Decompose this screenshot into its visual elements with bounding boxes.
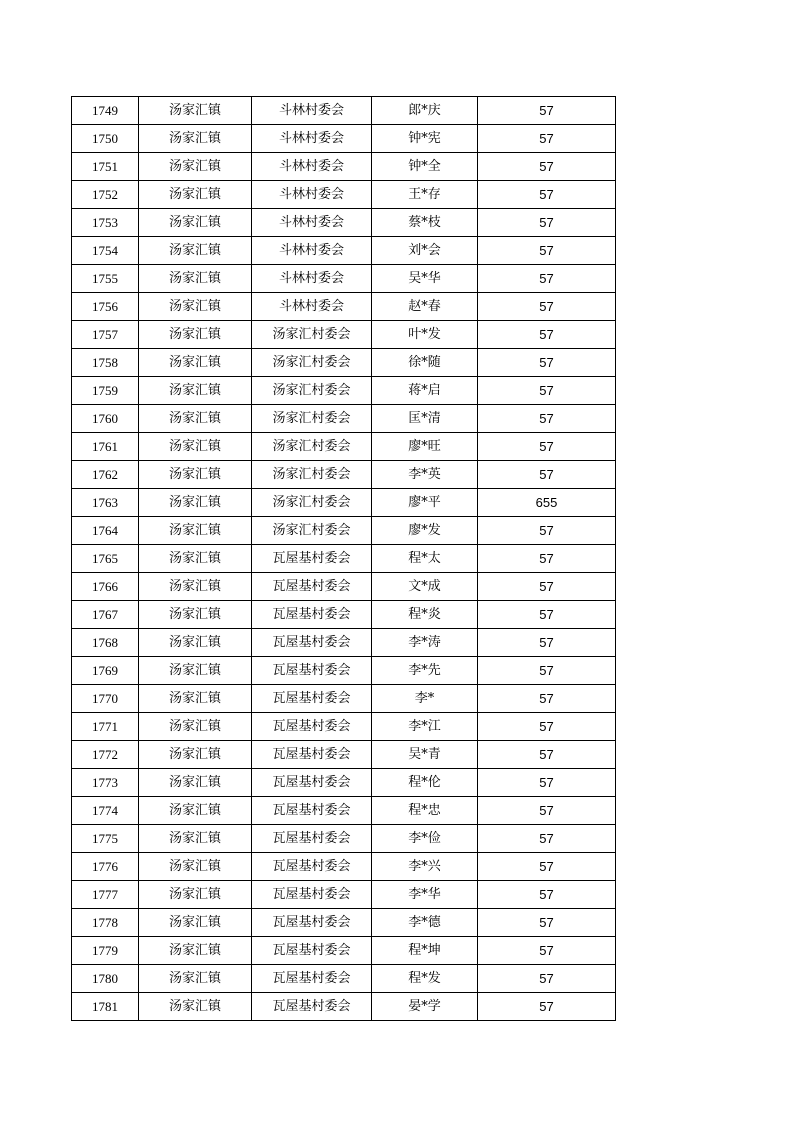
- amount-cell: 57: [478, 545, 616, 573]
- table-row: [72, 629, 616, 657]
- town-cell: 汤家汇镇: [139, 321, 252, 349]
- town-cell: 汤家汇镇: [139, 545, 252, 573]
- row-number-cell: 1757: [72, 321, 139, 349]
- village-cell: 瓦屋基村委会: [252, 657, 372, 685]
- amount-cell: 57: [478, 97, 616, 125]
- row-number-cell: 1776: [72, 853, 139, 881]
- town-cell: 汤家汇镇: [139, 825, 252, 853]
- town-cell: 汤家汇镇: [139, 293, 252, 321]
- table-row: [72, 461, 616, 489]
- data-table: [71, 96, 616, 1021]
- amount-cell: 57: [478, 657, 616, 685]
- village-cell: 瓦屋基村委会: [252, 685, 372, 713]
- amount-cell: 57: [478, 741, 616, 769]
- village-cell: 斗林村委会: [252, 97, 372, 125]
- amount-cell: 57: [478, 993, 616, 1021]
- amount-cell: 57: [478, 433, 616, 461]
- table-row: [72, 769, 616, 797]
- town-cell: 汤家汇镇: [139, 181, 252, 209]
- table-row: [72, 321, 616, 349]
- name-cell: 晏*学: [372, 993, 478, 1021]
- village-cell: 瓦屋基村委会: [252, 741, 372, 769]
- table-row: [72, 377, 616, 405]
- amount-cell: 57: [478, 573, 616, 601]
- village-cell: 瓦屋基村委会: [252, 769, 372, 797]
- name-cell: 钟*全: [372, 153, 478, 181]
- name-cell: 李*兴: [372, 853, 478, 881]
- table-row: [72, 657, 616, 685]
- town-cell: 汤家汇镇: [139, 881, 252, 909]
- row-number-cell: 1761: [72, 433, 139, 461]
- amount-cell: 57: [478, 237, 616, 265]
- row-number-cell: 1751: [72, 153, 139, 181]
- name-cell: 廖*发: [372, 517, 478, 545]
- name-cell: 匡*清: [372, 405, 478, 433]
- name-cell: 吴*青: [372, 741, 478, 769]
- amount-cell: 57: [478, 769, 616, 797]
- amount-cell: 57: [478, 293, 616, 321]
- village-cell: 斗林村委会: [252, 293, 372, 321]
- row-number-cell: 1750: [72, 125, 139, 153]
- town-cell: 汤家汇镇: [139, 657, 252, 685]
- table-row: [72, 237, 616, 265]
- village-cell: 斗林村委会: [252, 237, 372, 265]
- village-cell: 斗林村委会: [252, 125, 372, 153]
- town-cell: 汤家汇镇: [139, 153, 252, 181]
- name-cell: 程*太: [372, 545, 478, 573]
- row-number-cell: 1764: [72, 517, 139, 545]
- row-number-cell: 1770: [72, 685, 139, 713]
- name-cell: 程*坤: [372, 937, 478, 965]
- village-cell: 瓦屋基村委会: [252, 881, 372, 909]
- amount-cell: 57: [478, 125, 616, 153]
- name-cell: 程*炎: [372, 601, 478, 629]
- row-number-cell: 1760: [72, 405, 139, 433]
- row-number-cell: 1779: [72, 937, 139, 965]
- town-cell: 汤家汇镇: [139, 629, 252, 657]
- town-cell: 汤家汇镇: [139, 797, 252, 825]
- amount-cell: 57: [478, 881, 616, 909]
- table-row: [72, 965, 616, 993]
- name-cell: 李*华: [372, 881, 478, 909]
- village-cell: 瓦屋基村委会: [252, 797, 372, 825]
- town-cell: 汤家汇镇: [139, 265, 252, 293]
- village-cell: 汤家汇村委会: [252, 377, 372, 405]
- row-number-cell: 1765: [72, 545, 139, 573]
- amount-cell: 57: [478, 181, 616, 209]
- row-number-cell: 1774: [72, 797, 139, 825]
- table-row: [72, 937, 616, 965]
- row-number-cell: 1766: [72, 573, 139, 601]
- amount-cell: 57: [478, 685, 616, 713]
- row-number-cell: 1763: [72, 489, 139, 517]
- town-cell: 汤家汇镇: [139, 461, 252, 489]
- village-cell: 瓦屋基村委会: [252, 601, 372, 629]
- name-cell: 李*先: [372, 657, 478, 685]
- village-cell: 瓦屋基村委会: [252, 993, 372, 1021]
- village-cell: 汤家汇村委会: [252, 489, 372, 517]
- name-cell: 赵*春: [372, 293, 478, 321]
- town-cell: 汤家汇镇: [139, 685, 252, 713]
- name-cell: 郎*庆: [372, 97, 478, 125]
- table-row: [72, 545, 616, 573]
- town-cell: 汤家汇镇: [139, 713, 252, 741]
- table-row: [72, 909, 616, 937]
- village-cell: 斗林村委会: [252, 265, 372, 293]
- table-row: [72, 741, 616, 769]
- table-row: [72, 209, 616, 237]
- table-row: [72, 265, 616, 293]
- amount-cell: 57: [478, 405, 616, 433]
- name-cell: 程*发: [372, 965, 478, 993]
- amount-cell: 57: [478, 321, 616, 349]
- row-number-cell: 1773: [72, 769, 139, 797]
- table-row: [72, 797, 616, 825]
- name-cell: 廖*平: [372, 489, 478, 517]
- town-cell: 汤家汇镇: [139, 209, 252, 237]
- table-row: [72, 993, 616, 1021]
- row-number-cell: 1756: [72, 293, 139, 321]
- row-number-cell: 1753: [72, 209, 139, 237]
- amount-cell: 57: [478, 629, 616, 657]
- village-cell: 瓦屋基村委会: [252, 713, 372, 741]
- table-row: [72, 825, 616, 853]
- table-row: [72, 293, 616, 321]
- town-cell: 汤家汇镇: [139, 909, 252, 937]
- amount-cell: 57: [478, 265, 616, 293]
- village-cell: 汤家汇村委会: [252, 321, 372, 349]
- amount-cell: 57: [478, 517, 616, 545]
- name-cell: 程*伦: [372, 769, 478, 797]
- row-number-cell: 1780: [72, 965, 139, 993]
- village-cell: 瓦屋基村委会: [252, 573, 372, 601]
- table-row: [72, 601, 616, 629]
- village-cell: 瓦屋基村委会: [252, 909, 372, 937]
- table-row: [72, 517, 616, 545]
- village-cell: 瓦屋基村委会: [252, 965, 372, 993]
- name-cell: 李*江: [372, 713, 478, 741]
- town-cell: 汤家汇镇: [139, 573, 252, 601]
- village-cell: 斗林村委会: [252, 153, 372, 181]
- name-cell: 李*英: [372, 461, 478, 489]
- row-number-cell: 1778: [72, 909, 139, 937]
- town-cell: 汤家汇镇: [139, 517, 252, 545]
- name-cell: 李*德: [372, 909, 478, 937]
- row-number-cell: 1749: [72, 97, 139, 125]
- table-row: [72, 853, 616, 881]
- table-row: [72, 153, 616, 181]
- village-cell: 汤家汇村委会: [252, 433, 372, 461]
- village-cell: 瓦屋基村委会: [252, 545, 372, 573]
- town-cell: 汤家汇镇: [139, 937, 252, 965]
- village-cell: 瓦屋基村委会: [252, 825, 372, 853]
- row-number-cell: 1762: [72, 461, 139, 489]
- village-cell: 汤家汇村委会: [252, 517, 372, 545]
- name-cell: 徐*随: [372, 349, 478, 377]
- town-cell: 汤家汇镇: [139, 97, 252, 125]
- row-number-cell: 1769: [72, 657, 139, 685]
- name-cell: 蒋*启: [372, 377, 478, 405]
- town-cell: 汤家汇镇: [139, 965, 252, 993]
- town-cell: 汤家汇镇: [139, 349, 252, 377]
- table-row: [72, 349, 616, 377]
- village-cell: 瓦屋基村委会: [252, 629, 372, 657]
- town-cell: 汤家汇镇: [139, 433, 252, 461]
- village-cell: 汤家汇村委会: [252, 461, 372, 489]
- table-row: [72, 97, 616, 125]
- name-cell: 李*涛: [372, 629, 478, 657]
- town-cell: 汤家汇镇: [139, 125, 252, 153]
- table-row: [72, 489, 616, 517]
- amount-cell: 57: [478, 349, 616, 377]
- name-cell: 王*存: [372, 181, 478, 209]
- row-number-cell: 1768: [72, 629, 139, 657]
- village-cell: 斗林村委会: [252, 209, 372, 237]
- row-number-cell: 1759: [72, 377, 139, 405]
- town-cell: 汤家汇镇: [139, 601, 252, 629]
- name-cell: 刘*会: [372, 237, 478, 265]
- table-body: [72, 97, 616, 1021]
- row-number-cell: 1777: [72, 881, 139, 909]
- amount-cell: 57: [478, 153, 616, 181]
- town-cell: 汤家汇镇: [139, 993, 252, 1021]
- name-cell: 李*俭: [372, 825, 478, 853]
- name-cell: 程*忠: [372, 797, 478, 825]
- row-number-cell: 1758: [72, 349, 139, 377]
- table-row: [72, 881, 616, 909]
- amount-cell: 57: [478, 601, 616, 629]
- row-number-cell: 1752: [72, 181, 139, 209]
- amount-cell: 57: [478, 937, 616, 965]
- town-cell: 汤家汇镇: [139, 853, 252, 881]
- amount-cell: 57: [478, 209, 616, 237]
- table-row: [72, 713, 616, 741]
- table-row: [72, 685, 616, 713]
- amount-cell: 57: [478, 461, 616, 489]
- village-cell: 斗林村委会: [252, 181, 372, 209]
- name-cell: 李*: [372, 685, 478, 713]
- table-row: [72, 573, 616, 601]
- table-row: [72, 125, 616, 153]
- row-number-cell: 1755: [72, 265, 139, 293]
- village-cell: 汤家汇村委会: [252, 349, 372, 377]
- amount-cell: 57: [478, 797, 616, 825]
- row-number-cell: 1771: [72, 713, 139, 741]
- name-cell: 叶*发: [372, 321, 478, 349]
- amount-cell: 57: [478, 909, 616, 937]
- row-number-cell: 1781: [72, 993, 139, 1021]
- amount-cell: 57: [478, 853, 616, 881]
- village-cell: 瓦屋基村委会: [252, 853, 372, 881]
- village-cell: 瓦屋基村委会: [252, 937, 372, 965]
- amount-cell: 57: [478, 377, 616, 405]
- row-number-cell: 1775: [72, 825, 139, 853]
- name-cell: 钟*宪: [372, 125, 478, 153]
- name-cell: 蔡*枝: [372, 209, 478, 237]
- amount-cell: 57: [478, 965, 616, 993]
- village-cell: 汤家汇村委会: [252, 405, 372, 433]
- name-cell: 吴*华: [372, 265, 478, 293]
- row-number-cell: 1772: [72, 741, 139, 769]
- name-cell: 文*成: [372, 573, 478, 601]
- town-cell: 汤家汇镇: [139, 237, 252, 265]
- table-row: [72, 405, 616, 433]
- town-cell: 汤家汇镇: [139, 489, 252, 517]
- row-number-cell: 1767: [72, 601, 139, 629]
- table-row: [72, 433, 616, 461]
- town-cell: 汤家汇镇: [139, 769, 252, 797]
- name-cell: 廖*旺: [372, 433, 478, 461]
- town-cell: 汤家汇镇: [139, 741, 252, 769]
- amount-cell: 57: [478, 713, 616, 741]
- table-row: [72, 181, 616, 209]
- town-cell: 汤家汇镇: [139, 405, 252, 433]
- amount-cell: 57: [478, 825, 616, 853]
- amount-cell: 655: [478, 489, 616, 517]
- town-cell: 汤家汇镇: [139, 377, 252, 405]
- row-number-cell: 1754: [72, 237, 139, 265]
